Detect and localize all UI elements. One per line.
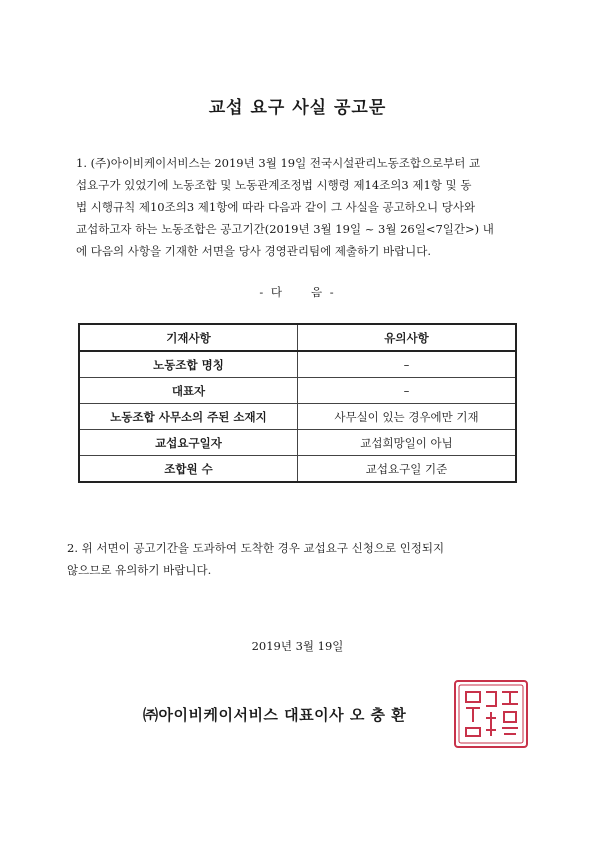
paragraph-1-line: 에 다음의 사항을 기재한 서면을 당사 경영관리팀에 제출하기 바랍니다. xyxy=(76,244,432,258)
page-title: 교섭 요구 사실 공고문 xyxy=(208,98,387,118)
paragraph-2-line: 않으므로 유의하기 바랍니다. xyxy=(67,563,212,577)
table-row xyxy=(79,351,516,378)
table-cell: 교섭요구일 기준 xyxy=(298,456,517,483)
table-row xyxy=(79,404,516,430)
table-cell: – xyxy=(298,351,517,378)
items-table xyxy=(78,323,517,483)
table-row xyxy=(79,430,516,456)
paragraph-1-line: 법 시행규칙 제10조의3 제1항에 따라 다음과 같이 그 사실을 공고하오니 당사와 xyxy=(76,200,476,214)
table-cell: 노동조합 사무소의 주된 소재지 xyxy=(79,404,298,430)
table-cell: 교섭요구일자 xyxy=(79,430,298,456)
column-header: 유의사항 xyxy=(298,324,517,351)
signature-line: ㈜아이비케이서비스 대표이사 오 충 환 xyxy=(143,706,407,724)
table-cell: 대표자 xyxy=(79,378,298,404)
paragraph-1 xyxy=(76,152,530,262)
table-cell: 노동조합 명칭 xyxy=(79,351,298,378)
issue-date: 2019년 3월 19일 xyxy=(251,639,344,653)
paragraph-2 xyxy=(67,537,529,581)
table-cell: 교섭희망일이 아님 xyxy=(298,430,517,456)
paragraph-1-line: 1. (주)아이비케이서비스는 2019년 3월 19일 전국시설관리노동조합으로부터 교 xyxy=(76,156,481,170)
table-cell: 조합원 수 xyxy=(79,456,298,483)
table-cell: 사무실이 있는 경우에만 기재 xyxy=(298,404,517,430)
table-cell: – xyxy=(298,378,517,404)
paragraph-2-line: 2. 위 서면이 공고기간을 도과하여 도착한 경우 교섭요구 신청으로 인정되지 xyxy=(67,541,445,555)
table-header-row xyxy=(79,324,516,351)
company-seal-icon xyxy=(452,678,530,750)
section-heading: - 다 음 - xyxy=(259,285,336,299)
paragraph-1-line: 교섭하고자 하는 노동조합은 공고기간(2019년 3월 19일 ~ 3월 26일<7일간>) 내 xyxy=(76,222,494,236)
paragraph-1-line: 섭요구가 있었기에 노동조합 및 노동관계조정법 시행령 제14조의3 제1항 및 동 xyxy=(76,178,472,192)
table-row xyxy=(79,456,516,483)
table-row xyxy=(79,378,516,404)
column-header: 기재사항 xyxy=(79,324,298,351)
